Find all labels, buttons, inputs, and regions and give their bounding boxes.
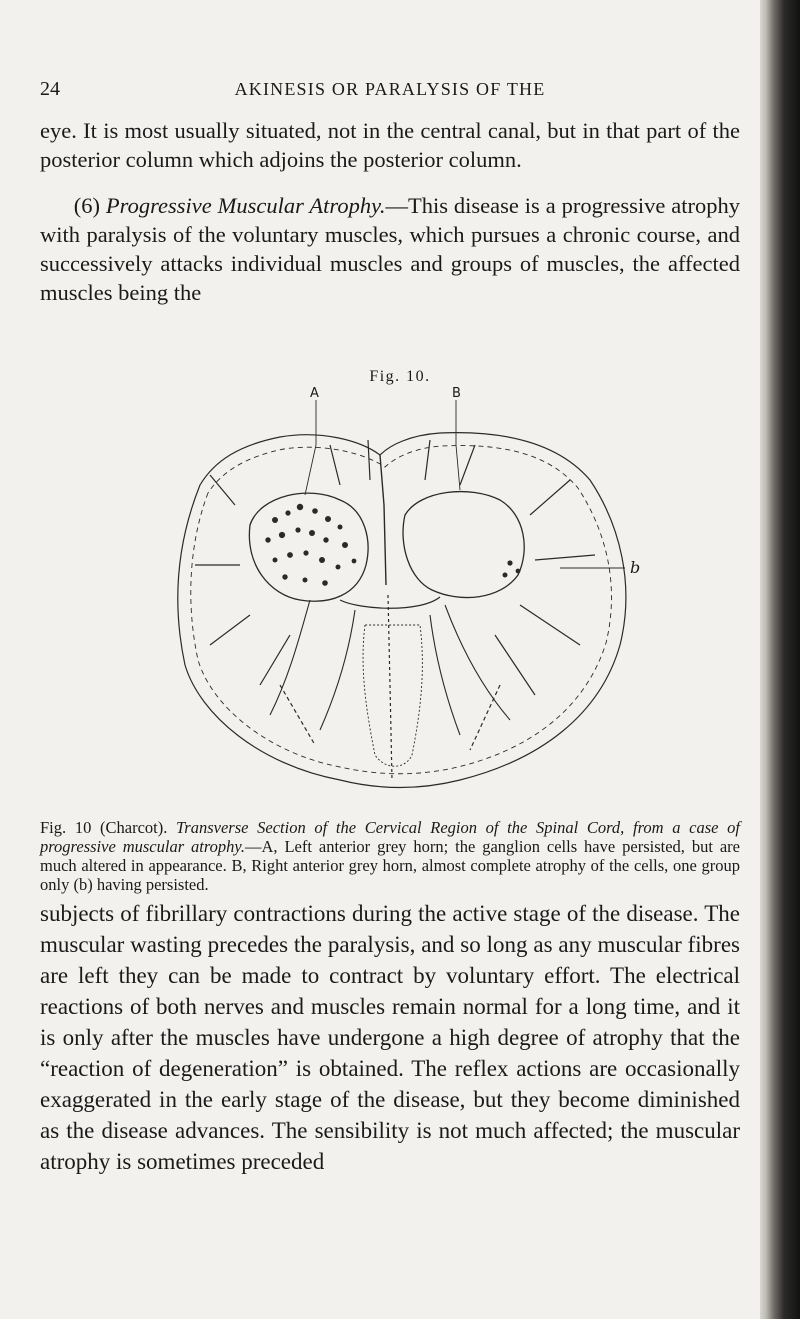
- marker-b: B: [452, 386, 461, 401]
- marker-b-cells: b: [630, 558, 641, 577]
- caption-title: Transverse Section of the Cervical Region of the Spinal Cord, from a case of progressive muscular atrophy.: [40, 818, 740, 856]
- section-heading: Progressive Muscular Atrophy.: [105, 193, 386, 218]
- paragraph-progressive-muscular-atrophy: [40, 191, 740, 307]
- paragraph-continuation: eye. It is most usually situated, not in the central canal, but in that part of the posterior column which adjoins the posterior column.: [40, 118, 740, 172]
- text-block-bottom: [40, 898, 740, 1177]
- page-number: 24: [40, 78, 60, 100]
- running-head: [40, 78, 740, 100]
- paragraph-symptoms: subjects of fibrillary contractions during the active stage of the disease. The muscular wasting precedes the paralysis, and so long as any muscular fibres are left they can be made to contract by voluntary effort. The electrical reactions of both nerves and muscles remain normal for a long time, and it is only after the muscles have undergone a high degree of atrophy that the “reaction of degeneration” is obtained. The reflex actions are occasionally exaggerated in the early stage of the disease, but they become diminished as the disease advances. The sensibility is not much affected; the muscular atrophy is sometimes preceded: [40, 901, 740, 1174]
- caption-body: —A, Left anterior grey horn; the ganglion cells have persisted, but are much altered in appearance. B, Right anterior grey horn, almost complete atrophy of the cells, one group only (b) having persisted.: [40, 837, 740, 894]
- figure-label: Fig. 10.: [369, 368, 431, 385]
- running-head-title: AKINESIS OR PARALYSIS OF THE: [234, 79, 546, 99]
- figure-caption: [40, 818, 740, 894]
- spinal-cord-section-figure: [140, 385, 660, 805]
- section-text: —This disease is a progressive atrophy with paralysis of the voluntary muscles, which pursues a chronic course, and successively attacks individual muscles and groups of muscles, the affected muscles being the: [40, 193, 740, 305]
- page-binding-edge: [760, 0, 800, 1319]
- text-block-top: [40, 116, 740, 307]
- marker-a: A: [310, 386, 319, 401]
- caption-lead: Fig. 10 (Charcot).: [40, 818, 177, 837]
- section-number: (6): [73, 193, 106, 218]
